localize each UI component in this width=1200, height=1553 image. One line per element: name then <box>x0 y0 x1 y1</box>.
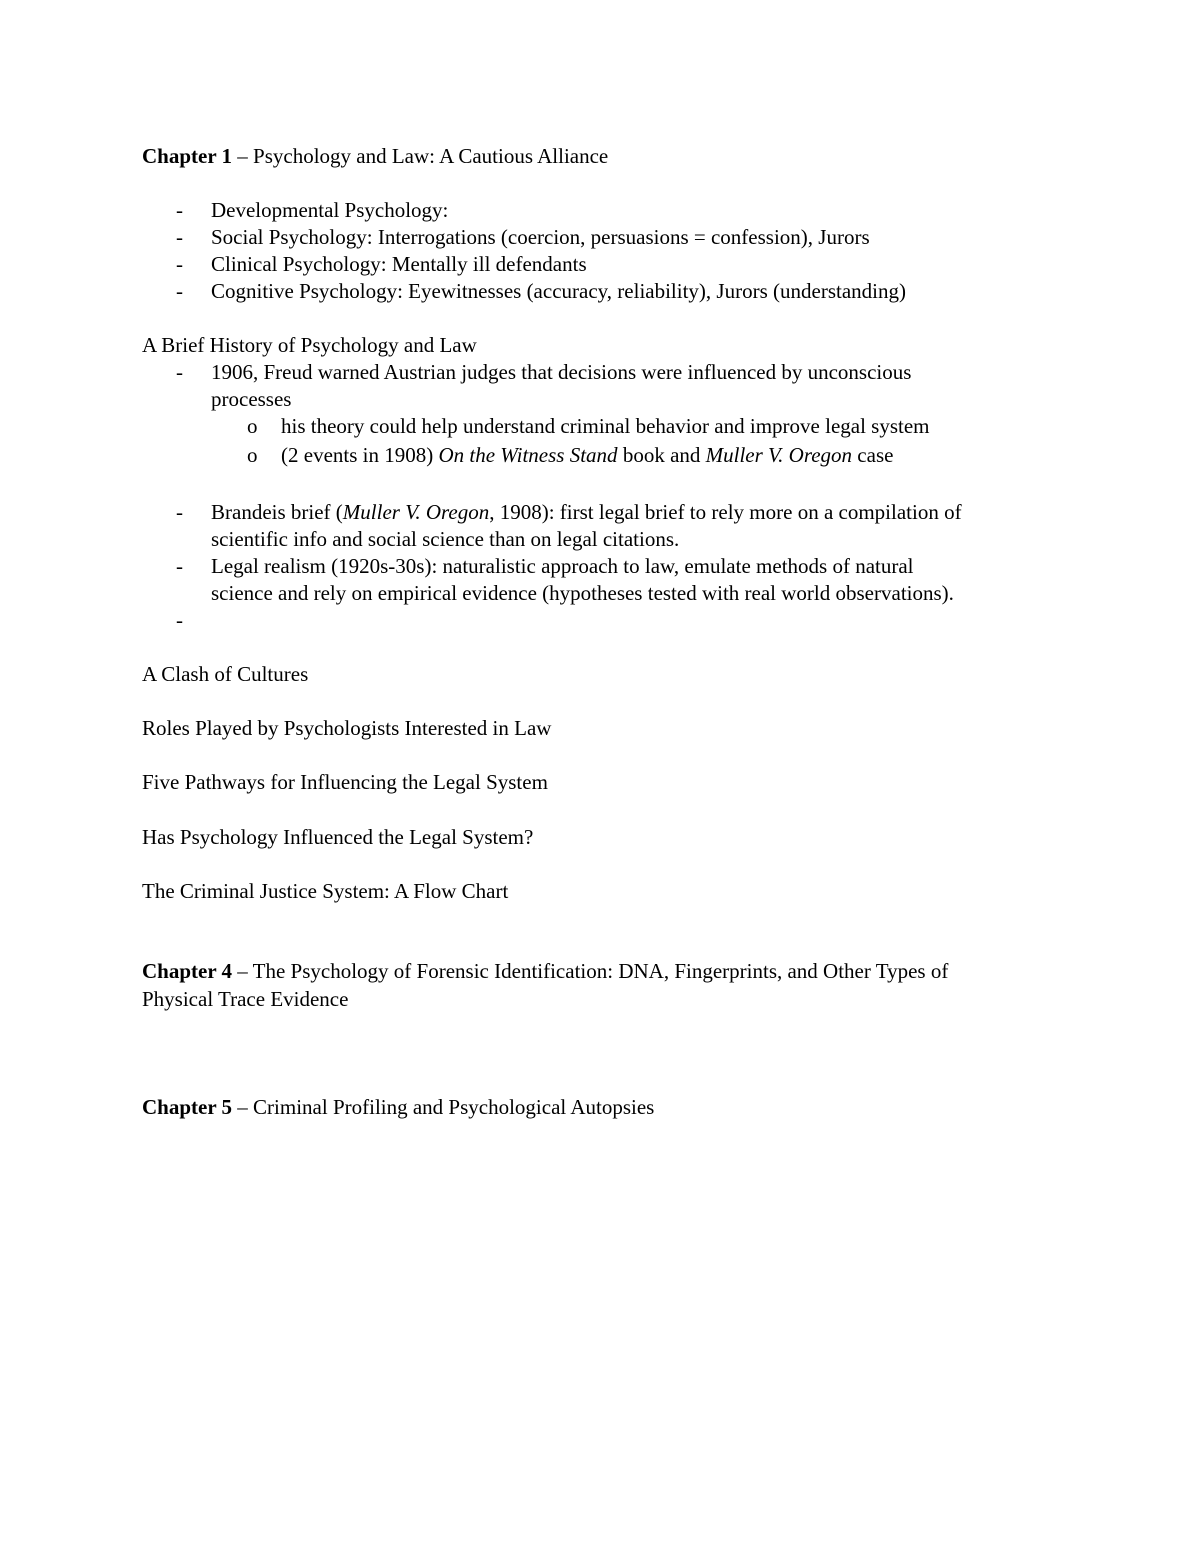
sub-bullet: o <box>247 443 258 467</box>
case-title: Muller V. Oregon <box>342 500 490 524</box>
section-heading: Five Pathways for Influencing the Legal System <box>142 770 548 794</box>
text-run: Brandeis brief ( <box>211 500 343 524</box>
chapter-4-title-line2: Physical Trace Evidence <box>142 987 349 1011</box>
list-item: Clinical Psychology: Mentally ill defendants <box>211 252 587 276</box>
section-heading: Roles Played by Psychologists Interested in Law <box>142 716 552 740</box>
list-item-realism-line2: science and rely on empirical evidence (hypotheses tested with real world observations). <box>211 581 954 605</box>
section-heading: The Criminal Justice System: A Flow Chart <box>142 879 509 903</box>
section-heading: Has Psychology Influenced the Legal System? <box>142 825 534 849</box>
section-heading: A Clash of Cultures <box>142 662 309 686</box>
list-item-freud-line1: 1906, Freud warned Austrian judges that decisions were influenced by unconscious <box>211 360 912 384</box>
list-item: Developmental Psychology: <box>211 198 449 222</box>
chapter-1-separator: – <box>232 144 254 168</box>
sub-bullet: o <box>247 414 258 438</box>
text-run: , 1908): first legal brief to rely more on a compilation of <box>489 500 962 524</box>
text-run: book and <box>617 443 706 467</box>
list-dash: - <box>176 252 183 276</box>
list-dash: - <box>176 500 183 524</box>
chapter-1-label: Chapter 1 <box>142 144 233 168</box>
chapter-4-title-line1: The Psychology of Forensic Identification: DNA, Fingerprints, and Other Types of <box>252 959 949 983</box>
list-item-brandeis-line2: scientific info and social science than on legal citations. <box>211 527 680 551</box>
list-item-freud-line2: processes <box>211 387 292 411</box>
list-item: Social Psychology: Interrogations (coercion, persuasions = confession), Jurors <box>211 225 870 249</box>
list-dash: - <box>176 198 183 222</box>
text-run: case <box>852 443 894 467</box>
list-dash: - <box>176 279 183 303</box>
sub-item-1908-events <box>281 442 893 468</box>
chapter-5-heading <box>142 1094 654 1120</box>
list-dash: - <box>176 225 183 249</box>
chapter-5-title: Criminal Profiling and Psychological Autopsies <box>253 1095 655 1119</box>
chapter-5-label: Chapter 5 <box>142 1095 233 1119</box>
book-title: On the Witness Stand <box>438 443 618 467</box>
text-run: (2 events in 1908) <box>281 443 439 467</box>
chapter-5-separator: – <box>232 1095 254 1119</box>
chapter-1-title: Psychology and Law: A Cautious Alliance <box>253 144 609 168</box>
sub-item-theory: his theory could help understand criminal behavior and improve legal system <box>281 414 930 438</box>
list-item-realism-line1: Legal realism (1920s-30s): naturalistic approach to law, emulate methods of natural <box>211 554 914 578</box>
chapter-4-heading <box>142 958 948 984</box>
list-dash-empty: - <box>176 608 183 632</box>
list-dash: - <box>176 360 183 384</box>
list-dash: - <box>176 554 183 578</box>
list-item: Cognitive Psychology: Eyewitnesses (accuracy, reliability), Jurors (understanding) <box>211 279 906 303</box>
history-heading: A Brief History of Psychology and Law <box>142 333 477 357</box>
case-title: Muller V. Oregon <box>705 443 853 467</box>
chapter-4-separator: – <box>232 959 253 983</box>
list-item-brandeis-line1 <box>211 499 962 525</box>
chapter-4-label: Chapter 4 <box>142 959 233 983</box>
chapter-1-heading <box>142 143 608 169</box>
